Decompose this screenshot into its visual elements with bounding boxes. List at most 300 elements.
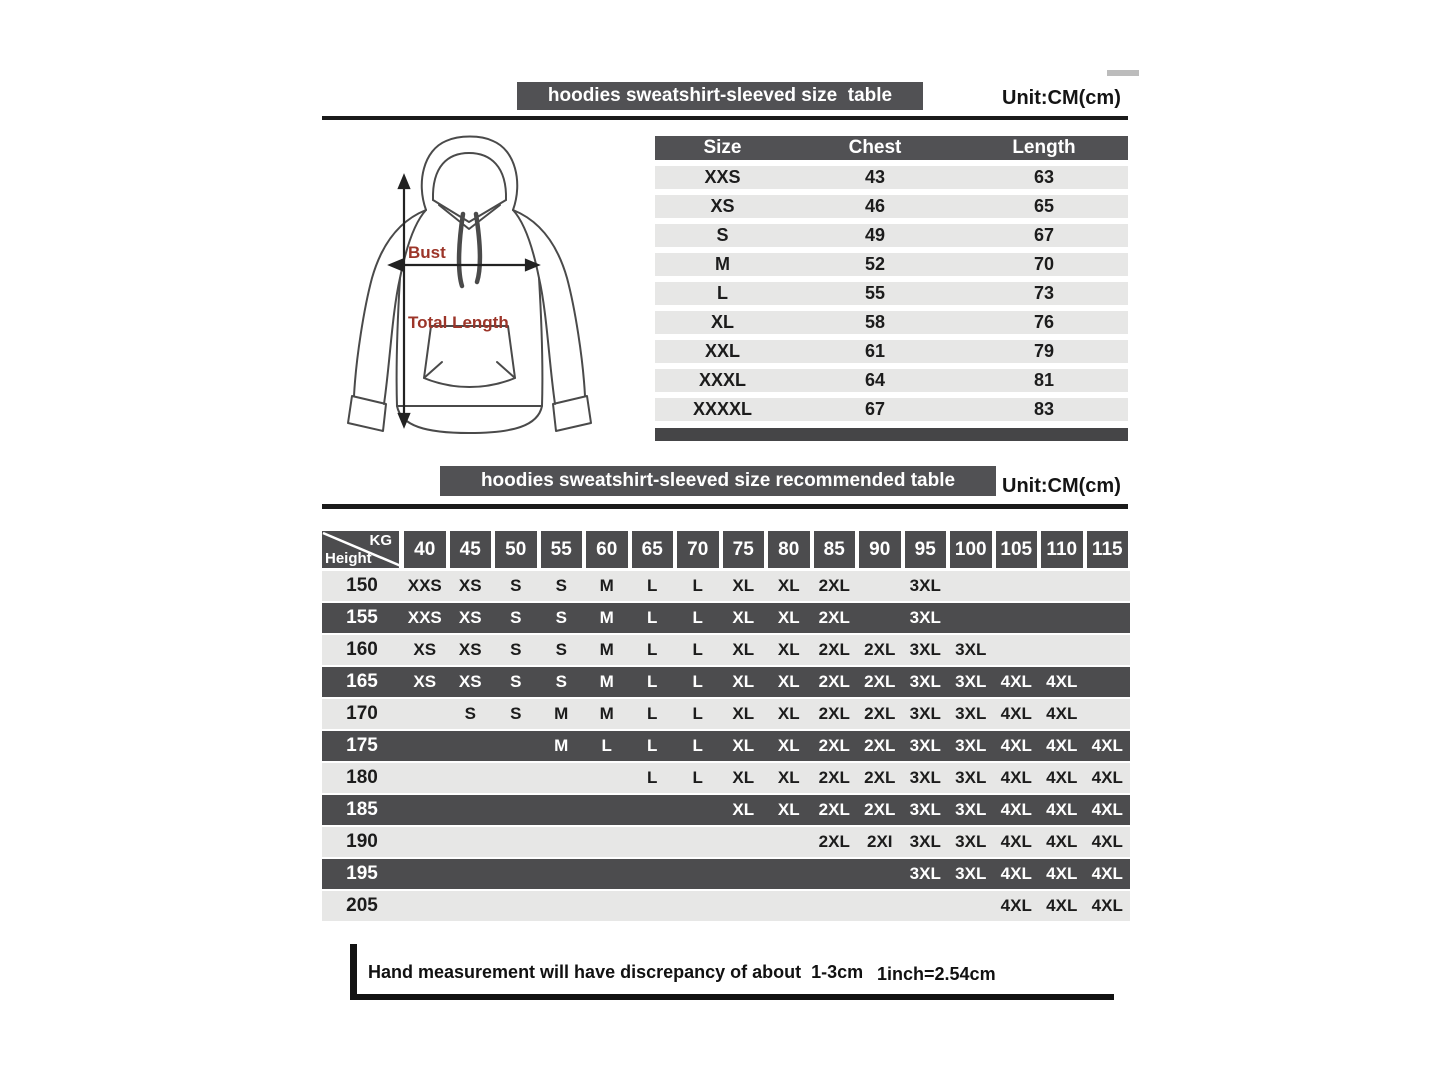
size-table-cell: 67: [864, 399, 886, 419]
weight-header-cell: [721, 531, 767, 568]
size-cell: [584, 795, 630, 825]
size-cell: [630, 795, 676, 825]
size-cell: S: [510, 608, 522, 627]
size-cell: L: [692, 608, 703, 627]
size-cell: XS: [413, 640, 437, 659]
size-cell: XS: [413, 672, 437, 691]
size-cell: 4XL: [1000, 896, 1032, 915]
size-cell: 4XL: [1000, 832, 1032, 851]
height-label-cell: 150: [346, 575, 378, 596]
size-cell: 2XL: [818, 608, 850, 627]
size-cell: [766, 827, 812, 857]
size-cell: [448, 731, 494, 761]
size-cell: [675, 795, 721, 825]
size-table-row: [655, 369, 1128, 392]
size-cell: L: [692, 576, 703, 595]
weight-header-cell: [857, 531, 903, 568]
size-cell: XL: [777, 704, 800, 723]
kangaroo-pocket: [424, 326, 515, 387]
size-cell: 4XL: [1046, 704, 1078, 723]
torso-right-seam: [513, 210, 542, 406]
size-cell: 2XL: [864, 640, 896, 659]
size-cell: 2XL: [864, 672, 896, 691]
size-table-cell: 67: [1033, 225, 1055, 245]
weight-header-box: 65: [632, 531, 674, 568]
size-cell: [1085, 667, 1131, 697]
divider-line-top: [322, 116, 1128, 120]
height-label-cell: 170: [346, 703, 378, 724]
size-cell: M: [554, 704, 569, 723]
size-cell: 4XL: [1046, 768, 1078, 787]
size-cell: 4XL: [1000, 672, 1032, 691]
corner-cell: [322, 531, 399, 568]
size-cell: 2XL: [818, 736, 850, 755]
footer-left-bar: [350, 944, 357, 1000]
size-cell: 2XL: [818, 832, 850, 851]
recommended-table-header: [322, 531, 1130, 568]
size-table: [655, 136, 1128, 441]
drawstring-left: [459, 214, 463, 286]
size-cell: [630, 827, 676, 857]
size-cell: 3XL: [955, 704, 987, 723]
inch-conversion-note: 1inch=2.54cm: [877, 964, 996, 984]
size-cell: [1039, 635, 1085, 665]
weight-header-box: 110: [1041, 531, 1083, 568]
unit-label-top: Unit:CM(cm): [1002, 87, 1121, 109]
size-cell: [402, 891, 448, 921]
size-cell: XL: [777, 736, 800, 755]
size-cell: [448, 827, 494, 857]
size-table-cell: 58: [864, 312, 886, 332]
weight-header-cell: [539, 531, 585, 568]
measurement-note: Hand measurement will have discrepancy of about 1-3cm: [368, 962, 864, 982]
size-table-cell: 83: [1033, 399, 1055, 419]
size-cell: [812, 859, 858, 889]
size-cell: [857, 603, 903, 633]
recommended-table-row: [322, 827, 1130, 857]
size-cell: XL: [777, 640, 800, 659]
size-cell: 3XL: [909, 800, 941, 819]
size-cell: S: [510, 640, 522, 659]
size-cell: 4XL: [1091, 736, 1123, 755]
size-cell: [857, 571, 903, 601]
size-cell: S: [555, 608, 567, 627]
weight-header-box: 45: [450, 531, 492, 568]
weight-header-cell: [1085, 531, 1131, 568]
size-cell: 2XL: [818, 704, 850, 723]
size-cell: XL: [777, 800, 800, 819]
size-cell: M: [599, 640, 614, 659]
size-cell: XXS: [407, 608, 442, 627]
weight-header-cell: [402, 531, 448, 568]
unit-label-bottom: Unit:CM(cm): [1002, 475, 1121, 497]
size-cell: L: [647, 768, 658, 787]
size-cell: 3XL: [955, 768, 987, 787]
size-cell: 4XL: [1091, 864, 1123, 883]
size-cell: [721, 891, 767, 921]
size-cell: [493, 827, 539, 857]
size-cell: 3XL: [909, 608, 941, 627]
size-cell: 4XL: [1046, 896, 1078, 915]
weight-header-box: 100: [950, 531, 992, 568]
size-cell: [994, 635, 1040, 665]
total-length-label: Total Length: [408, 313, 509, 332]
size-table-row: [655, 282, 1128, 305]
size-cell: [721, 827, 767, 857]
size-cell: 4XL: [1046, 800, 1078, 819]
size-cell: [948, 891, 994, 921]
size-cell: [675, 891, 721, 921]
size-table-row: [655, 166, 1128, 189]
size-cell: 3XL: [909, 672, 941, 691]
size-cell: M: [599, 672, 614, 691]
size-cell: 2XL: [818, 672, 850, 691]
size-cell: [493, 763, 539, 793]
weight-header-box: 105: [996, 531, 1038, 568]
right-cuff: [553, 396, 591, 431]
size-cell: XS: [458, 576, 482, 595]
size-cell: 3XL: [955, 800, 987, 819]
weight-header-cell: [903, 531, 949, 568]
size-table-cell: S: [716, 225, 729, 245]
size-cell: 2XI: [866, 832, 893, 851]
weight-header-box: 60: [586, 531, 628, 568]
size-cell: L: [647, 640, 658, 659]
size-table-cell: XS: [710, 196, 735, 216]
size-cell: 4XL: [1000, 704, 1032, 723]
size-table-column-header: Chest: [848, 137, 902, 158]
size-table-row: [655, 340, 1128, 363]
size-cell: L: [692, 768, 703, 787]
size-cell: 3XL: [909, 832, 941, 851]
size-cell: XL: [732, 704, 755, 723]
size-cell: 3XL: [909, 864, 941, 883]
hood-opening: [433, 153, 506, 200]
size-cell: [948, 603, 994, 633]
size-cell: XS: [458, 640, 482, 659]
size-table-cell: 63: [1033, 167, 1055, 187]
size-cell: M: [599, 576, 614, 595]
size-cell: [539, 795, 585, 825]
size-cell: S: [510, 704, 522, 723]
torso-left-seam: [397, 210, 426, 406]
size-cell: L: [647, 736, 658, 755]
size-cell: [675, 827, 721, 857]
weight-header-cell: [1039, 531, 1085, 568]
size-table-header: [655, 136, 1128, 160]
size-cell: [584, 859, 630, 889]
size-cell: 3XL: [909, 640, 941, 659]
recommended-table-row: [322, 667, 1130, 697]
size-cell: 4XL: [1091, 800, 1123, 819]
size-cell: XL: [732, 768, 755, 787]
size-table-column-header: Length: [1012, 137, 1076, 158]
size-cell: [448, 795, 494, 825]
size-table-cell: L: [717, 283, 728, 303]
recommended-table-row: [322, 571, 1130, 601]
size-cell: XL: [732, 672, 755, 691]
size-table-cell: XL: [710, 312, 734, 332]
size-cell: 4XL: [1000, 768, 1032, 787]
recommended-table-title-bar: hoodies sweatshirt-sleeved size recommended table: [440, 466, 996, 496]
size-cell: L: [647, 704, 658, 723]
size-table-cell: XXXL: [698, 370, 746, 390]
size-table-cell: 55: [864, 283, 886, 303]
size-cell: 2XL: [864, 800, 896, 819]
size-cell: [1039, 603, 1085, 633]
weight-header-cell: [948, 531, 994, 568]
hoodie-diagram: [326, 128, 616, 460]
left-sleeve: [354, 210, 426, 396]
size-table-cell: 73: [1033, 283, 1055, 303]
size-cell: 4XL: [1000, 800, 1032, 819]
height-label-cell: 165: [346, 671, 378, 692]
size-cell: [857, 891, 903, 921]
left-cuff: [348, 396, 386, 431]
size-cell: [1085, 571, 1131, 601]
size-table-footer-strip: [655, 428, 1128, 441]
hem-band: [397, 406, 542, 433]
size-cell: 4XL: [1091, 832, 1123, 851]
size-cell: 4XL: [1000, 736, 1032, 755]
size-cell: L: [692, 704, 703, 723]
weight-header-box: 75: [723, 531, 765, 568]
size-cell: 2XL: [818, 576, 850, 595]
weight-header-box: 50: [495, 531, 537, 568]
size-cell: [812, 891, 858, 921]
size-cell: 3XL: [955, 864, 987, 883]
size-cell: [402, 731, 448, 761]
height-label-cell: 190: [346, 831, 378, 852]
size-cell: 2XL: [818, 768, 850, 787]
size-cell: [539, 891, 585, 921]
size-cell: [448, 859, 494, 889]
size-cell: [766, 891, 812, 921]
size-cell: XL: [777, 608, 800, 627]
size-cell: L: [647, 672, 658, 691]
size-cell: 3XL: [955, 736, 987, 755]
weight-header-box: 90: [859, 531, 901, 568]
height-label-cell: 180: [346, 767, 378, 788]
weight-header-cell: [994, 531, 1040, 568]
size-cell: [402, 827, 448, 857]
size-cell: 4XL: [1046, 736, 1078, 755]
size-cell: [948, 571, 994, 601]
height-label-cell: 160: [346, 639, 378, 660]
bust-label: Bust: [408, 243, 446, 262]
size-cell: 3XL: [955, 832, 987, 851]
size-cell: 4XL: [1000, 864, 1032, 883]
size-cell: S: [464, 704, 476, 723]
size-cell: [493, 859, 539, 889]
size-cell: 3XL: [909, 768, 941, 787]
size-cell: 3XL: [909, 736, 941, 755]
weight-header-box: 115: [1087, 531, 1129, 568]
size-cell: L: [692, 640, 703, 659]
size-table-cell: 64: [864, 370, 886, 390]
size-cell: 3XL: [909, 704, 941, 723]
size-cell: 4XL: [1091, 768, 1123, 787]
size-table-body: [655, 166, 1128, 421]
weight-header-box: 95: [905, 531, 947, 568]
size-cell: [1085, 699, 1131, 729]
size-cell: XL: [777, 576, 800, 595]
size-table-cell: XXS: [704, 167, 741, 187]
size-cell: [857, 859, 903, 889]
weight-header-box: 55: [541, 531, 583, 568]
size-cell: [402, 795, 448, 825]
size-table-cell: XXL: [704, 341, 740, 361]
size-cell: S: [555, 640, 567, 659]
size-cell: [1085, 603, 1131, 633]
size-table-row: [655, 253, 1128, 276]
size-cell: S: [510, 576, 522, 595]
size-cell: [675, 859, 721, 889]
size-cell: XS: [458, 672, 482, 691]
size-cell: [539, 763, 585, 793]
weight-header-box: 40: [404, 531, 446, 568]
size-cell: S: [555, 672, 567, 691]
size-cell: 3XL: [955, 672, 987, 691]
size-cell: [903, 891, 949, 921]
size-cell: XL: [777, 768, 800, 787]
hood-collar-fold: [433, 200, 506, 222]
recommended-table-row: [322, 603, 1130, 633]
size-cell: M: [599, 608, 614, 627]
recommended-table-row: [322, 891, 1130, 921]
size-cell: 2XL: [818, 640, 850, 659]
size-cell: [493, 891, 539, 921]
weight-header-box: 85: [814, 531, 856, 568]
size-table-row: [655, 311, 1128, 334]
size-cell: XS: [458, 608, 482, 627]
size-cell: 2XL: [818, 800, 850, 819]
size-table-cell: 65: [1033, 196, 1055, 216]
size-cell: [402, 763, 448, 793]
size-cell: 3XL: [909, 576, 941, 595]
weight-header-cell: [584, 531, 630, 568]
footer-bottom-line: [350, 994, 1114, 1000]
divider-line-bottom: [322, 504, 1128, 509]
size-cell: 3XL: [955, 640, 987, 659]
weight-header-cell: [766, 531, 812, 568]
weight-header-cell: [630, 531, 676, 568]
size-cell: [584, 827, 630, 857]
corner-kg-label: KG: [369, 532, 392, 549]
size-table-row: [655, 224, 1128, 247]
size-table-cell: 52: [864, 254, 886, 274]
size-table-title-bar: hoodies sweatshirt-sleeved size table: [517, 82, 923, 110]
size-cell: [630, 859, 676, 889]
size-cell: XXS: [407, 576, 442, 595]
size-cell: XL: [732, 800, 755, 819]
size-table-row: [655, 195, 1128, 218]
size-cell: [584, 891, 630, 921]
size-cell: 2XL: [864, 768, 896, 787]
size-cell: [448, 763, 494, 793]
weight-header-cell: [812, 531, 858, 568]
size-cell: XL: [777, 672, 800, 691]
size-table-cell: 76: [1033, 312, 1055, 332]
size-cell: [630, 891, 676, 921]
height-label-cell: 175: [346, 735, 378, 756]
weight-header-cell: [493, 531, 539, 568]
size-table-cell: 70: [1033, 254, 1055, 274]
size-cell: XL: [732, 608, 755, 627]
size-cell: [539, 859, 585, 889]
recommended-table-row: [322, 699, 1130, 729]
size-cell: 2XL: [864, 704, 896, 723]
size-cell: L: [647, 608, 658, 627]
size-cell: [402, 859, 448, 889]
drawstring-right: [476, 214, 480, 282]
size-table-cell: 61: [864, 341, 886, 361]
size-cell: XL: [732, 736, 755, 755]
weight-header-cell: [675, 531, 721, 568]
size-cell: M: [554, 736, 569, 755]
size-cell: XL: [732, 640, 755, 659]
recommended-table-row: [322, 635, 1130, 665]
size-table-cell: 81: [1033, 370, 1055, 390]
height-label-cell: 195: [346, 863, 378, 884]
size-cell: [766, 859, 812, 889]
size-table-cell: 49: [864, 225, 886, 245]
size-cell: L: [647, 576, 658, 595]
size-cell: [994, 603, 1040, 633]
weight-header-cell: [448, 531, 494, 568]
size-cell: XL: [732, 576, 755, 595]
weight-header-box: 70: [677, 531, 719, 568]
weight-header-box: 80: [768, 531, 810, 568]
recommended-table: [322, 531, 1130, 921]
size-cell: [721, 859, 767, 889]
recommended-table-row: [322, 731, 1130, 761]
size-cell: 4XL: [1046, 864, 1078, 883]
size-cell: [1039, 571, 1085, 601]
size-cell: L: [692, 672, 703, 691]
size-cell: S: [555, 576, 567, 595]
height-label-cell: 185: [346, 799, 378, 820]
size-cell: L: [692, 736, 703, 755]
size-cell: S: [510, 672, 522, 691]
size-table-cell: 43: [864, 167, 886, 187]
size-cell: [584, 763, 630, 793]
height-label-cell: 205: [346, 895, 378, 916]
size-table-column-header: Size: [703, 137, 742, 158]
recommended-table-row: [322, 859, 1130, 889]
size-table-cell: 46: [864, 196, 886, 216]
size-cell: 4XL: [1046, 672, 1078, 691]
size-cell: L: [601, 736, 612, 755]
size-table-cell: XXXXL: [692, 399, 753, 419]
corner-height-label: Height: [325, 550, 372, 567]
size-table-cell: M: [715, 254, 730, 274]
size-cell: [402, 699, 448, 729]
recommended-table-row: [322, 763, 1130, 793]
size-table-row: [655, 398, 1128, 421]
size-cell: [994, 571, 1040, 601]
size-cell: [493, 795, 539, 825]
recommended-table-body: [322, 571, 1130, 921]
size-cell: [1085, 635, 1131, 665]
size-cell: [493, 731, 539, 761]
recommended-table-row: [322, 795, 1130, 825]
size-cell: 4XL: [1046, 832, 1078, 851]
size-table-cell: 79: [1033, 341, 1055, 361]
height-label-cell: 155: [346, 607, 378, 628]
size-cell: [539, 827, 585, 857]
size-cell: 4XL: [1091, 896, 1123, 915]
